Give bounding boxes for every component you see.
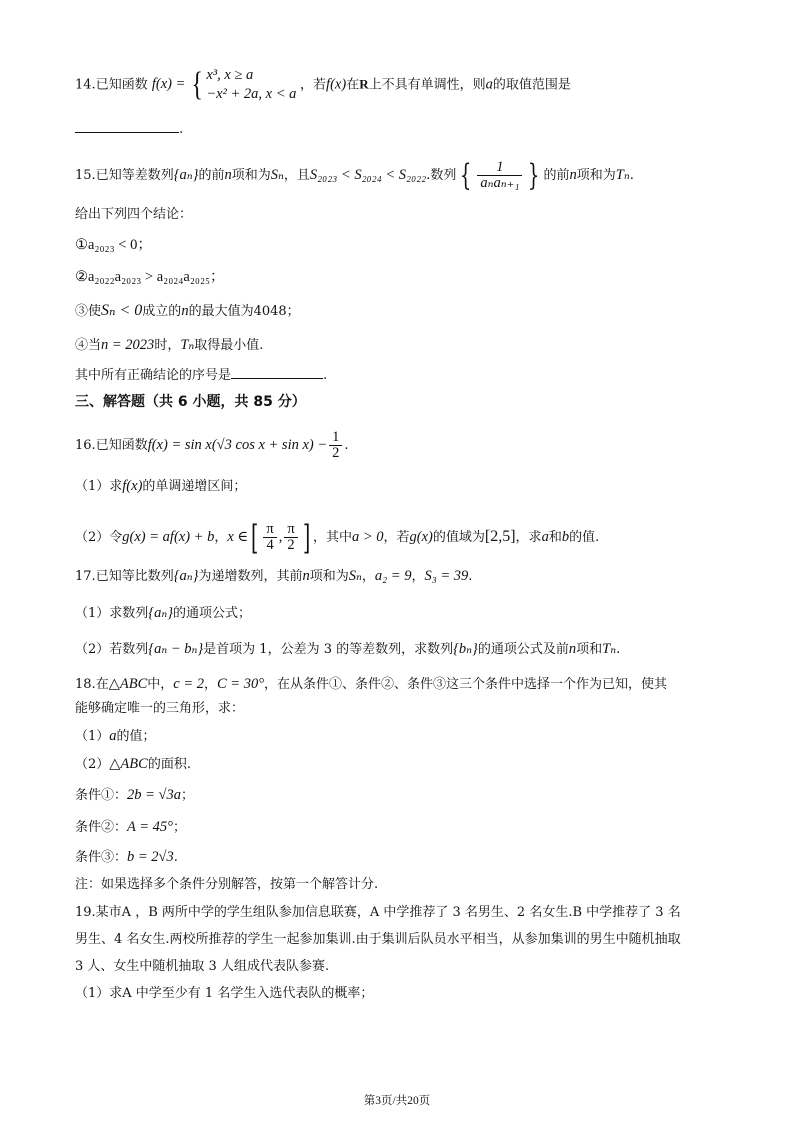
text: . [468,569,473,584]
text: （2） [75,757,110,772]
text: 的值域为 [432,530,485,545]
text: . [323,368,328,383]
text: 项和为 [576,168,616,183]
case-1: x³, x ≥ a [206,67,254,83]
s3-value: S₃ = 39 [424,568,469,584]
text: （2）令 [75,530,123,545]
question-18-line-2: 能够确定唯一的三角形，求： [75,701,245,716]
text: 在 [346,77,360,93]
fraction [263,522,276,553]
text: 的通项公式及前 [477,642,569,657]
text: 条件①： [75,788,128,803]
text: 的值. [569,530,600,545]
gx-def: g(x) = af(x) + b [122,529,215,545]
text: 条件②： [75,820,128,835]
piecewise: { x³, x ≥ a −x² + 2a, x < a [191,66,297,103]
var-a: a [485,76,493,93]
text: ，且 [283,168,310,183]
text: ， [204,677,218,692]
question-16 [75,430,734,461]
text: （1）求 [75,479,123,494]
seq-an: {aₙ} [148,605,174,621]
text: ； [181,788,195,803]
range: [2,5] [484,528,516,545]
text: ，其中 [312,530,352,545]
text: 项和为 [309,569,349,584]
denominator: 4 [263,537,276,553]
question-17-part-2 [75,640,734,659]
text: ，在从条件①、条件②、条件③这三个条件中选择一个作为已知，使其 [264,677,668,692]
text: 时， [154,338,181,353]
question-18 [75,675,734,694]
question-18-part-1 [75,727,734,746]
equation: A = 45° [127,819,173,835]
text: ，求 [515,530,542,545]
text: 上不具有单调性，则 [368,77,486,93]
text: 其中所有正确结论的序号是 [75,368,232,383]
var-n: n [302,568,310,584]
case-2: −x² + 2a, x < a [206,86,297,102]
denominator: 2 [329,445,342,461]
a2-value: a₂ = 9 [374,568,412,584]
text: 成立的 [142,304,182,319]
fx-label: f(x) = [151,76,186,93]
text: 和 [548,530,562,545]
text: （1）求数列 [75,606,149,621]
question-number: 15. [75,168,96,183]
triangle: △ABC [109,756,148,772]
given-conclusions: 给出下列四个结论： [75,207,193,222]
question-19-part-1: （1）求A 中学至少有 1 名学生入选代表队的概率； [75,986,374,1001]
seq-diff: {aₙ − bₙ} [148,641,204,657]
text: （1） [75,729,110,744]
text: 项和 [576,642,603,657]
equation: 2b = √3a [127,787,182,803]
text: . [616,642,621,657]
text: 已知函数 [95,438,148,453]
text: 已知函数 [95,77,148,93]
text: ③使 [75,304,102,319]
text: 已知等比数列 [95,569,174,584]
text: . [629,168,634,183]
sum-tn: Tₙ [180,337,195,353]
page-footer: 第3页/共20页 [363,1095,431,1107]
text: . [344,438,349,453]
answer-blank-14 [75,120,734,139]
var-n: n [568,641,577,657]
text: 已知等差数列 [95,168,174,183]
question-17 [75,567,734,586]
function-expr: f(x) = sin x(√3 cos x + sin x) − [147,437,328,453]
answer-blank [75,120,179,133]
side-c: c = 2 [173,676,204,692]
text: 的通项公式； [173,606,252,621]
condition-2 [75,818,734,837]
text: ； [172,820,186,835]
text: 的最大值为4048； [188,304,300,319]
section-heading: 三、解答题（共 6 小题，共 85 分） [75,394,306,410]
question-19-line-1: 19.某市A ，B 两所中学的学生组队参加信息联赛，A 中学推荐了 3 名男生、2 名女生.B 中学推荐了 3 名 [75,905,681,920]
note: 注：如果选择多个条件分别解答，按第一个解答计分. [75,877,379,892]
answer-blank [231,366,323,379]
question-number: 18. [75,677,96,692]
text: 中， [147,677,174,692]
text: . [179,122,184,137]
conclusion-1: ①a₂₀₂₃ < 0； [75,237,152,253]
triangle: △ABC [108,676,148,692]
question-18-part-2 [75,755,734,774]
denominator: 2 [284,537,297,553]
var-n: n [224,167,232,183]
var-n: n [181,303,189,319]
text: ， [214,530,228,545]
text: 的前 [198,168,225,183]
text: 的取值范围是 [492,77,571,93]
fraction [477,160,522,191]
conclusion-3 [75,302,734,321]
var-a: a [109,728,117,744]
question-number: 14. [75,77,96,93]
domain: x ∈ [227,529,249,545]
numerator: 1 [332,429,340,445]
fx: f(x) [326,76,347,93]
var-n: n [569,167,577,183]
real-set: R [359,76,369,92]
question-16-part-2: （2）令g(x) = af(x) + b，x ∈[ $\frac{\pi}{4}$ , $\frac{\pi}{2}$ ] ，其中a > 0，若g(x)的值域为[2,5]，求a和b的值. [75,517,600,558]
text: ④当 [75,338,102,353]
text: 是首项为 1，公差为 3 的等差数列，求数列 [203,642,454,657]
text: 项和为 [231,168,271,183]
function-def [151,66,300,103]
condition-3 [75,848,734,867]
equation: b = 2√3 [127,849,174,865]
text: 的值； [116,729,156,744]
sum-tn: Tₙ [615,167,630,183]
text: . [173,850,178,865]
question-number: 17. [75,569,96,584]
text: ，若 [383,530,410,545]
text: ， [361,569,375,584]
sum-sn: Sₙ [348,568,362,584]
angle-c: C = 30° [217,676,265,692]
text: 条件③： [75,850,128,865]
seq-an: {aₙ} [173,568,199,584]
fraction [284,522,297,553]
question-19-line-3: 3 人、女生中随机抽取 3 人组成代表队参赛. [75,959,330,974]
fraction [329,430,342,461]
question-14 [75,66,734,104]
seq-bn: {bₙ} [453,641,478,657]
question-19-line-2: 男生、4 名女生.两校所推荐的学生一起参加集训.由于集训后队员水平相当，从参加集训的男生中随机抽取 [75,932,681,947]
condition-1 [75,786,734,805]
fx: f(x) [122,478,143,494]
numerator: π [266,521,274,537]
var-a: a [541,529,549,545]
numerator: 1 [496,159,504,175]
question-15-ask [75,366,734,385]
text: 的面积. [147,757,191,772]
text: 取得最小值. [194,338,264,353]
text: 的单调递增区间； [142,479,247,494]
conclusion-4 [75,336,734,355]
question-16-part-1 [75,477,734,496]
numerator: π [287,521,295,537]
condition: a > 0 [351,529,384,545]
text: ，若 [300,77,327,93]
text: 在 [95,677,109,692]
text: ， [411,569,425,584]
gx: g(x) [409,529,433,545]
text: （2）若数列 [75,642,149,657]
question-15: 15.已知等差数列{aₙ}的前n项和为Sₙ，且S₂₀₂₃ < S₂₀₂₄ < S₂₀₂₂.数列 { $\frac{1}{\text{aₙaₙ₊₁}}$ } 的前n项和为Tₙ. [75,157,634,193]
conclusion-2: ②a₂₀₂₂a₂₀₂₃ > a₂₀₂₄a₂₀₂₅； [75,269,225,285]
question-17-part-1 [75,604,734,623]
text: 的前 [543,168,570,183]
question-number: 16. [75,438,96,453]
text: 为递增数列，其前 [198,569,303,584]
denominator: aₙaₙ₊₁ [477,175,522,191]
text: .数列 [426,168,457,183]
sum-sn: Sₙ [270,167,284,183]
inequality: S₂₀₂₃ < S₂₀₂₄ < S₂₀₂₂ [309,167,427,183]
seq-an: {aₙ} [173,167,199,183]
sum-tn: Tₙ [602,641,617,657]
inequality: Sₙ < 0 [101,302,143,319]
equation: n = 2023 [101,337,155,353]
